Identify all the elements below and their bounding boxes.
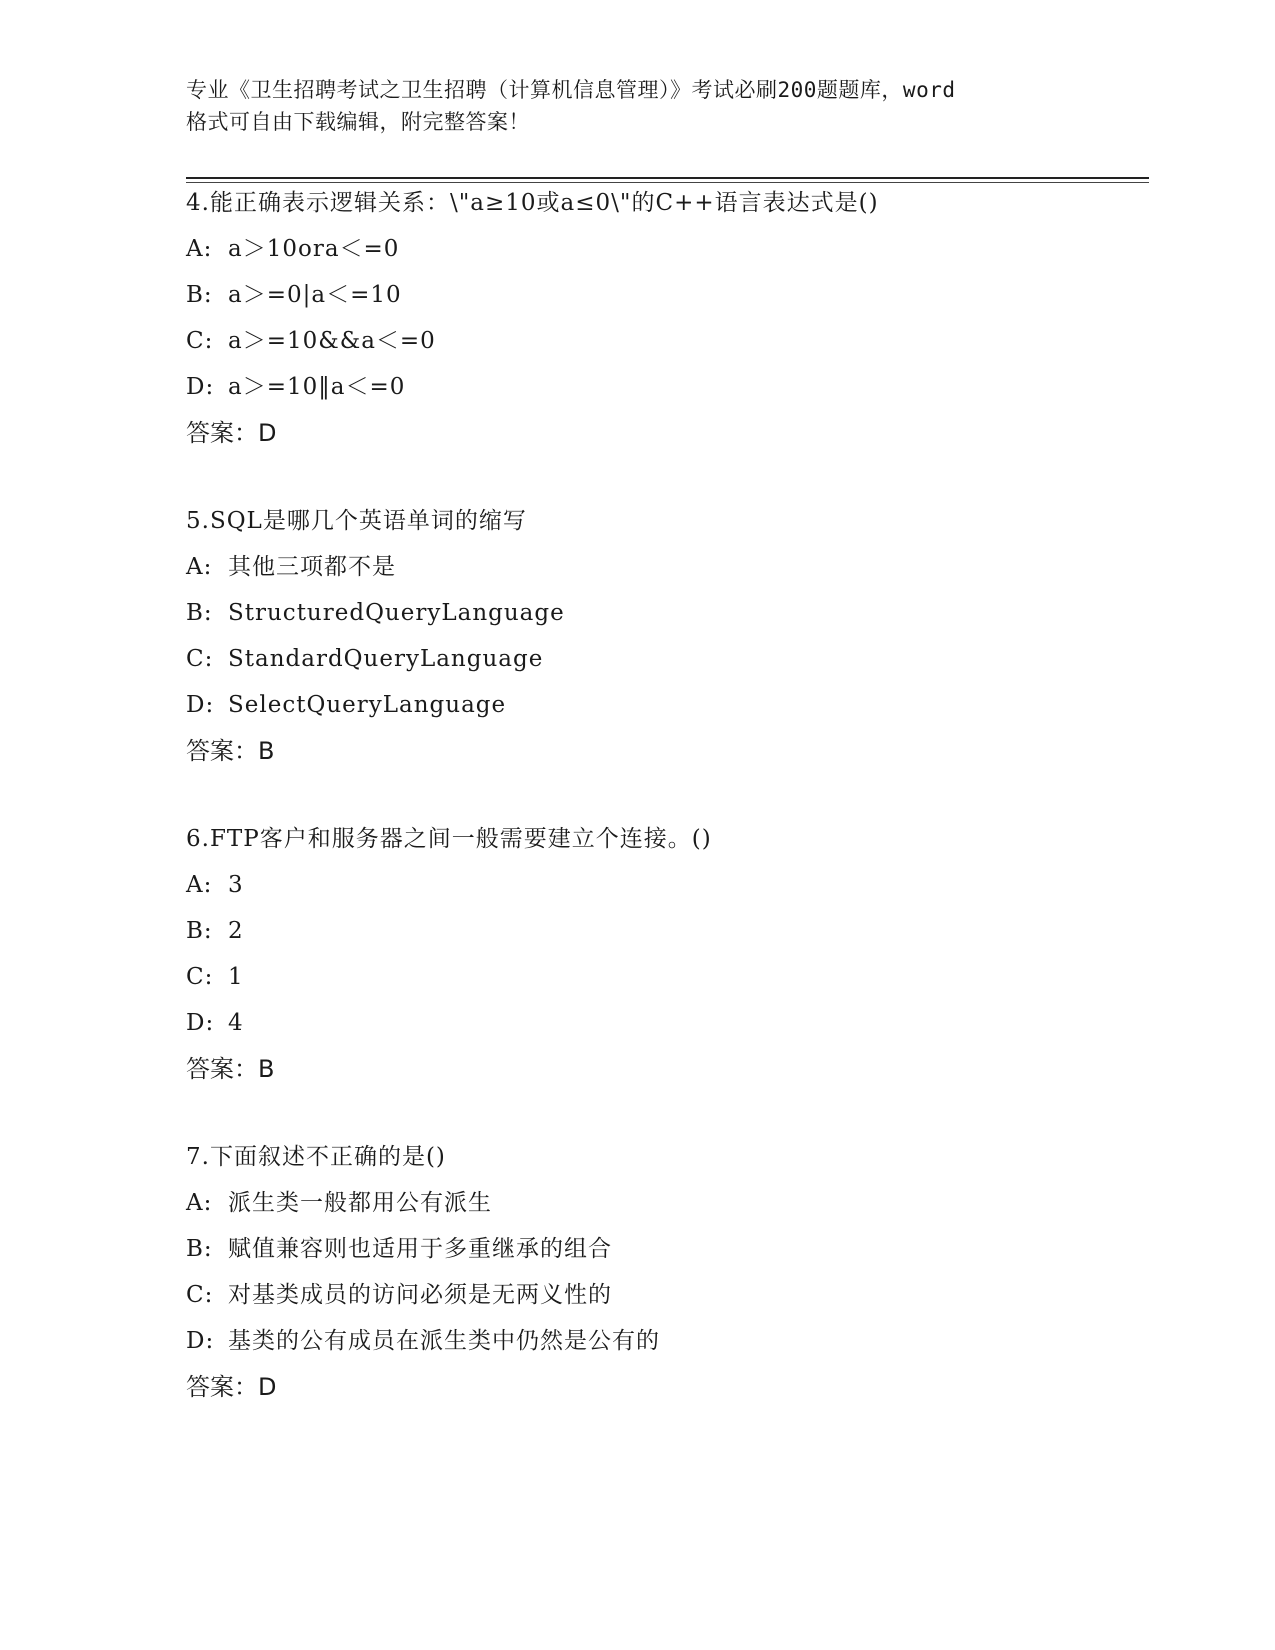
option-text: 其他三项都不是 — [228, 554, 396, 580]
option-d — [186, 682, 1146, 728]
answer-line: 答案：D — [186, 419, 277, 447]
option-letter: D: — [186, 692, 215, 718]
option-letter: B: — [186, 282, 213, 308]
option-letter: B: — [186, 1236, 213, 1262]
question-stem: 4.能正确表示逻辑关系：\"a≥10或a≤0\"的C++语言表达式是() — [186, 190, 879, 216]
option-letter: D: — [186, 374, 215, 400]
option-a — [186, 226, 1146, 272]
option-a — [186, 544, 1146, 590]
option-text: 2 — [228, 918, 244, 944]
option-c — [186, 1272, 1146, 1318]
option-text: a＞=10&&a＜=0 — [228, 328, 436, 354]
option-text: StandardQueryLanguage — [228, 646, 544, 672]
option-b — [186, 590, 1146, 636]
option-letter: D: — [186, 1328, 215, 1354]
option-c — [186, 318, 1146, 364]
option-d — [186, 1318, 1146, 1364]
option-text: SelectQueryLanguage — [228, 692, 507, 718]
option-text: 赋值兼容则也适用于多重继承的组合 — [228, 1236, 612, 1262]
question-stem: 7.下面叙述不正确的是() — [186, 1144, 446, 1170]
answer-line: 答案：D — [186, 1373, 277, 1401]
answer-line: 答案：B — [186, 737, 275, 765]
answer-line: 答案：B — [186, 1055, 275, 1083]
question-block — [186, 1134, 1146, 1410]
option-d — [186, 364, 1146, 410]
option-text: 3 — [228, 872, 244, 898]
option-letter: B: — [186, 918, 213, 944]
header-divider-thick — [186, 177, 1149, 179]
option-text: 派生类一般都用公有派生 — [228, 1190, 492, 1216]
option-c — [186, 954, 1146, 1000]
option-text: 基类的公有成员在派生类中仍然是公有的 — [228, 1328, 660, 1354]
header-title-line-1: 专业《卫生招聘考试之卫生招聘（计算机信息管理）》考试必刷200题题库，word — [186, 78, 956, 102]
option-text: a＞=0|a＜=10 — [228, 282, 402, 308]
option-text: 1 — [228, 964, 244, 990]
question-block — [186, 180, 1146, 456]
option-letter: C: — [186, 328, 214, 354]
option-text: a＞=10‖a＜=0 — [228, 374, 406, 400]
option-c — [186, 636, 1146, 682]
option-letter: A: — [186, 554, 213, 580]
option-d — [186, 1000, 1146, 1046]
option-b — [186, 272, 1146, 318]
option-letter: A: — [186, 236, 213, 262]
question-block — [186, 498, 1146, 774]
option-b — [186, 1226, 1146, 1272]
option-a — [186, 862, 1146, 908]
option-a — [186, 1180, 1146, 1226]
option-text: StructuredQueryLanguage — [228, 600, 565, 626]
option-b — [186, 908, 1146, 954]
option-text: 4 — [228, 1010, 244, 1036]
option-text: a＞10ora＜=0 — [228, 236, 400, 262]
option-letter: C: — [186, 1282, 214, 1308]
option-letter: B: — [186, 600, 213, 626]
document-header — [186, 74, 1086, 138]
option-letter: D: — [186, 1010, 215, 1036]
question-stem: 6.FTP客户和服务器之间一般需要建立个连接。() — [186, 826, 712, 852]
option-text: 对基类成员的访问必须是无两义性的 — [228, 1282, 612, 1308]
header-title-line-2: 格式可自由下载编辑，附完整答案！ — [186, 110, 530, 134]
question-stem: 5.SQL是哪几个英语单词的缩写 — [186, 508, 527, 534]
option-letter: C: — [186, 646, 214, 672]
option-letter: A: — [186, 1190, 213, 1216]
question-block — [186, 816, 1146, 1092]
option-letter: A: — [186, 872, 213, 898]
option-letter: C: — [186, 964, 214, 990]
